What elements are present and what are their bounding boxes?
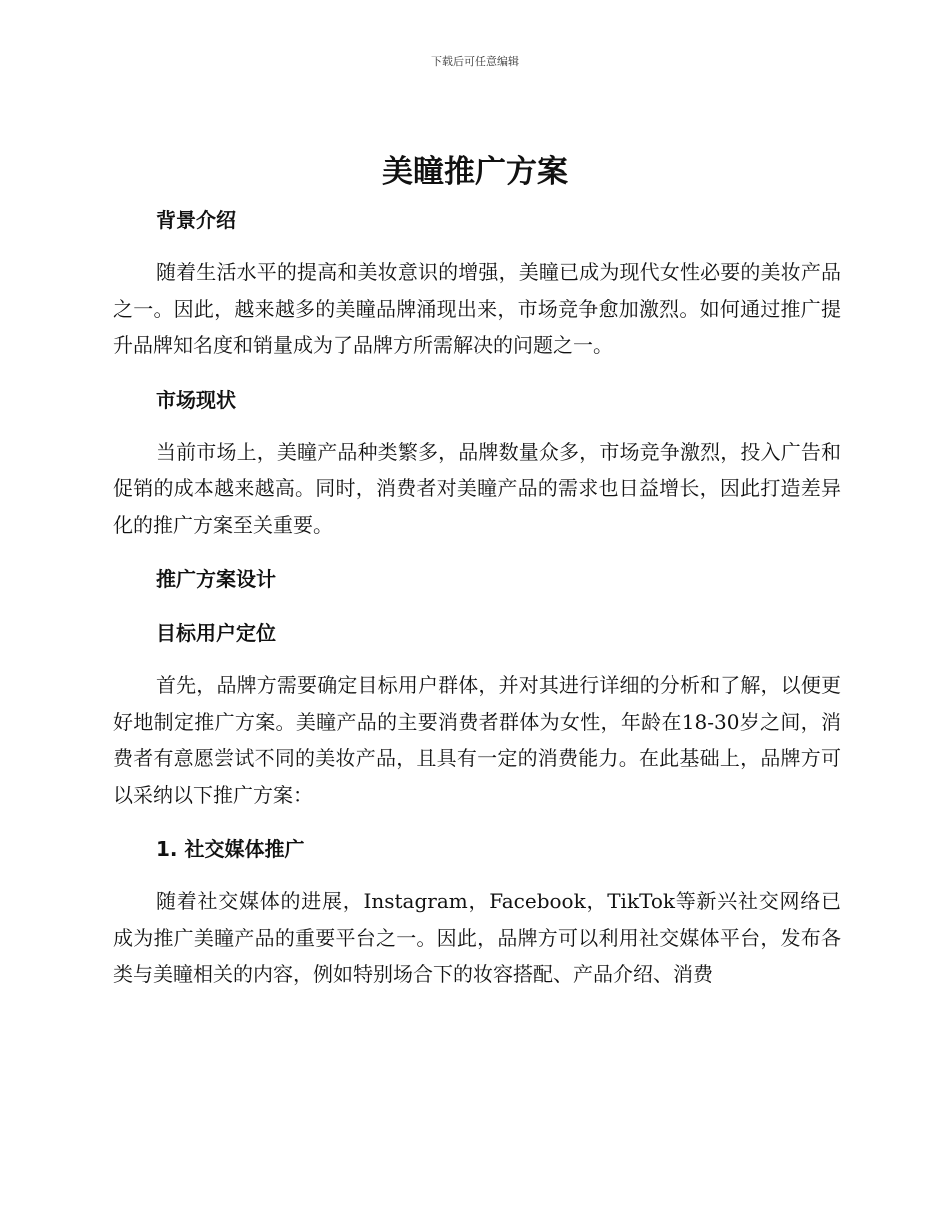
section-heading-target-users: 目标用户定位 (156, 621, 276, 645)
section-heading-social-media: 1. 社交媒体推广 (156, 837, 305, 861)
section-paragraph-social-media: 随着社交媒体的进展，Instagram，Facebook，TikTok等新兴社交网络已成为推广美瞳产品的重要平台之一。因此，品牌方可以利用社交媒体平台，发布各类与美瞳相关的内容，例如特别场合下的妆容搭配、产品介绍、消费 (113, 889, 841, 986)
section-heading-background: 背景介绍 (156, 208, 236, 232)
header-note: 下载后可任意编辑 (431, 55, 519, 68)
section-paragraph-background: 随着生活水平的提高和美妆意识的增强，美瞳已成为现代女性必要的美妆产品之一。因此，越来越多的美瞳品牌涌现出来，市场竞争愈加激烈。如何通过推广提升品牌知名度和销量成为了品牌方所需解决的问题之一。 (113, 260, 841, 357)
section-heading-plan-design: 推广方案设计 (156, 567, 276, 591)
section-paragraph-market: 当前市场上，美瞳产品种类繁多，品牌数量众多，市场竞争激烈，投入广告和促销的成本越来越高。同时，消费者对美瞳产品的需求也日益增长，因此打造差异化的推广方案至关重要。 (113, 439, 841, 537)
document-body (113, 200, 841, 993)
section-heading-market: 市场现状 (156, 387, 236, 412)
document-title: 美瞳推广方案 (382, 154, 568, 190)
section-paragraph-target-users: 首先，品牌方需要确定目标用户群体，并对其进行详细的分析和了解，以便更好地制定推广方案。美瞳产品的主要消费者群体为女性，年龄在18-30岁之间，消费者有意愿尝试不同的美妆产品，且具有一定的消费能力。在此基础上，品牌方可以采纳以下推广方案： (113, 673, 841, 807)
